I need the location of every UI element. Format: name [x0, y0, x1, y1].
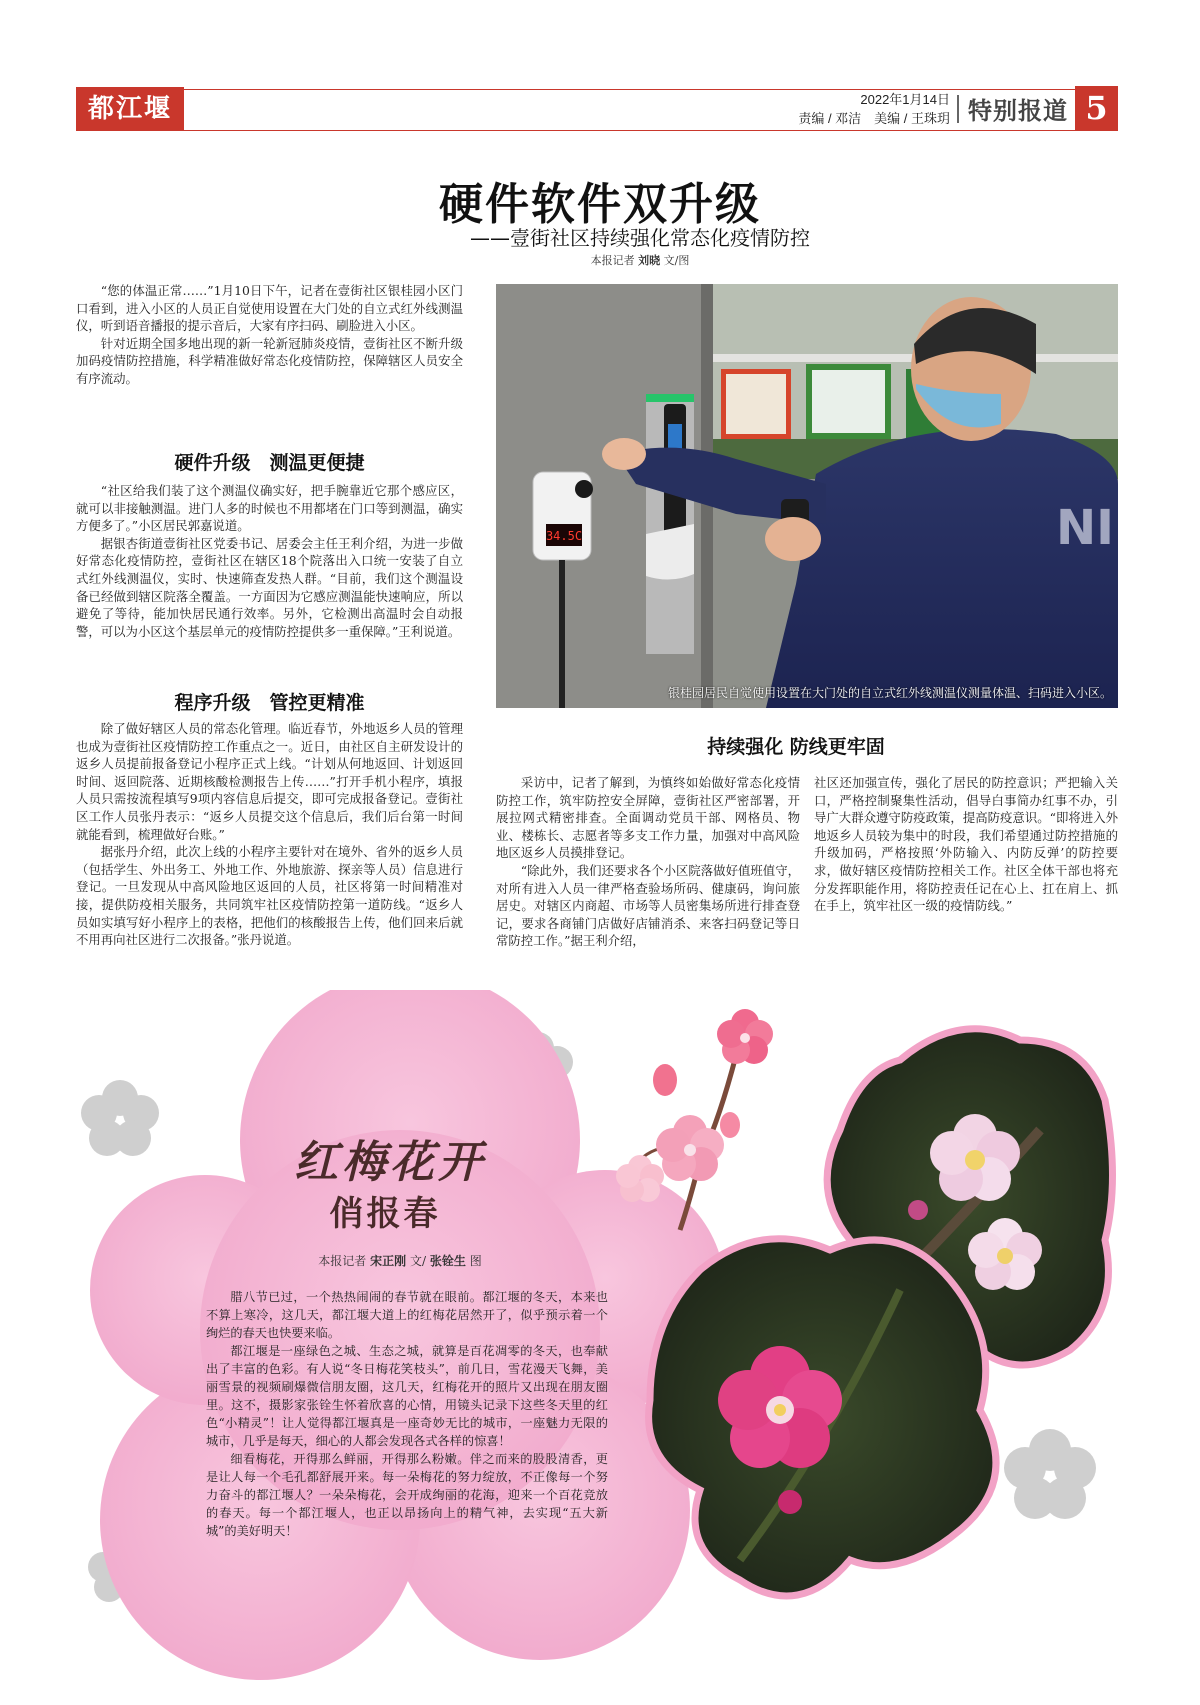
section-body-software — [76, 720, 463, 949]
feature-body — [206, 1288, 608, 1540]
section-body-hardware — [76, 482, 463, 640]
feature-byline-writer: 宋正刚 — [370, 1254, 407, 1268]
thermometer-reading: 34.5C — [545, 529, 583, 543]
issue-date: 2022年1月14日 — [860, 92, 950, 107]
feature-title-line2: 俏报春 — [329, 1194, 441, 1234]
page-number: 5 — [1075, 86, 1118, 130]
article-title: 硬件软件双升级 — [439, 179, 761, 230]
body-paragraph: 采访中，记者了解到，为慎终如始做好常态化疫情防控工作，筑牢防控安全屏障，壹街社区严密部署，开展拉网式精密排查。全面调动党员干部、网格员、物业、楼栋长、志愿者等多支工作力量，加强对中高风险地区返乡人员摸排登记。 — [496, 775, 800, 861]
section-heading-hardware: 硬件升级 测温更便捷 — [174, 452, 365, 474]
svg-text:NI: NI — [1056, 500, 1115, 556]
article-subtitle: ——壹街社区持续强化常态化疫情防控 — [470, 226, 810, 250]
feature-byline — [260, 1252, 540, 1269]
body-paragraph: 据张丹介绍，此次上线的小程序主要针对在境外、省外的返乡人员（包括学生、外出务工、外地工作、外地旅游、探亲等人员）信息进行登记。一旦发现从中高风险地区返回的人员，社区将第一时间精准对接，提供防疫相关服务，共同筑牢社区疫情防控第一道防线。“返乡人员如实填写好小程序上的表格，把他们的核酸报告上传，他们回来后就不用再向社区进行二次报备。”张丹说道。 — [76, 844, 463, 948]
section-body-reinforce-col1 — [496, 774, 800, 950]
plum-branch-illustration — [616, 1009, 773, 1230]
body-paragraph: 社区还加强宣传，强化了居民的防控意识；严把输入关口，严格控制聚集性活动，倡导白事简办红事不办，引导广大群众遵守防疫政策，提高防疫意识。“即将进入外地返乡人员较为集中的时段，我们希望通过防控措施的升级加码，严格按照‘外防输入、内防反弹’的防控要求，做好辖区疫情防控相关工作。社区全体干部也将充分发挥职能作用，将防控责任记在心上、扛在肩上、抓在手上，筑牢社区一级的疫情防线。” — [814, 775, 1118, 914]
byline-suffix: 文/图 — [663, 254, 690, 267]
article-byline — [0, 252, 1200, 268]
photo-caption: 银桂园居民自觉使用设置在大门处的自立式红外线测温仪测量体温、扫码进入小区。 — [667, 686, 1112, 700]
section-name: 特别报道 — [968, 98, 1068, 125]
feature-byline-prefix: 本报记者 — [318, 1254, 367, 1268]
feature-byline-suffix: 图 — [469, 1254, 482, 1268]
plum-photo-lower — [649, 1239, 996, 1596]
intro-paragraph: 针对近期全国多地出现的新一轮新冠肺炎疫情，壹街社区不断升级加码疫情防控措施，科学精准做好常态化疫情防控，保障辖区人员安全有序流动。 — [76, 335, 463, 386]
intro-paragraph: “您的体温正常……”1月10日下午，记者在壹街社区银桂园小区门口看到，进入小区的人员正自觉使用设置在大门处的自立式红外线测温仪，听到语音播报的提示音后，大家有序扫码、刷脸进入小区。 — [76, 283, 463, 334]
feature-paragraph: 腊八节已过，一个热热闹闹的春节就在眼前。都江堰的冬天，本来也不算上寒冷，这几天，都江堰大道上的红梅花居然开了，似乎预示着一个绚烂的春天也快要来临。 — [206, 1290, 608, 1340]
byline-author: 刘晓 — [638, 254, 661, 267]
section-heading-software: 程序升级 管控更精准 — [174, 692, 365, 714]
feature-byline-mid: 文/ — [409, 1254, 427, 1268]
feature-title-line1: 红梅花开 — [294, 1137, 486, 1188]
section-heading-reinforce: 持续强化 防线更牢固 — [707, 736, 885, 758]
body-paragraph: 据银杏街道壹街社区党委书记、居委会主任王利介绍，为进一步做好常态化疫情防控，壹街社区在辖区18个院落出入口统一安装了自立式红外线测温仪，实时、快速筛查发热人群。“目前，我们这个测温设备已经做到辖区院落全覆盖。一方面因为它感应测温能快速响应，所以避免了等待，能加快居民通行效率。另外，它检测出高温时会自动报警，可以为小区这个基层单元的疫情防控提供多一重保障。”王利说道。 — [76, 535, 463, 639]
feature-paragraph: 细看梅花，开得那么鲜丽，开得那么粉嫩。伴之而来的股股清香，更是让人每一个毛孔都舒展开来。每一朵梅花的努力绽放，不正像每一个努力奋斗的都江堰人？一朵朵梅花，会开成绚丽的花海，迎来一个百花竞放的春天。每一个都江堰人，也正以昂扬向上的精气神，去实现“五大新城”的美好明天！ — [206, 1452, 608, 1538]
article-photo — [496, 284, 1118, 708]
photo-illustration — [496, 284, 1118, 708]
body-paragraph: 除了做好辖区人员的常态化管理。临近春节，外地返乡人员的管理也成为壹街社区疫情防控工作重点之一。近日，由社区自主研发设计的返乡人员提前报备登记小程序正式上线。“计划从何地返回、计划返回时间、返回院落、近期核酸检测报告上传……”打开手机小程序，填报人员只需按流程填写9项内容信息后提交，即可完成报备登记。壹街社区工作人员张丹表示：“返乡人员提交这个信息后，我们后台第一时间就能看到，梳理做好台账。” — [76, 721, 463, 842]
body-paragraph: “除此外，我们还要求各个小区院落做好值班值守，对所有进入人员一律严格查验场所码、健康码，询问旅居史。对辖区内商超、市场等人员密集场所进行排查登记，要求各商铺门店做好店铺消杀、来客扫码登记等日常防控工作。”据王利介绍， — [496, 862, 800, 949]
masthead-bar — [76, 89, 1118, 131]
byline-prefix: 本报记者 — [590, 254, 635, 267]
feature-paragraph: 都江堰是一座绿色之城、生态之城，就算是百花凋零的冬天，也奉献出了丰富的色彩。有人说“冬日梅花笑枝头”，前几日，雪花漫天飞舞，美丽雪景的视频刷爆微信朋友圈，这几天，红梅花开的照片又出现在朋友圈里。这不，摄影家张铨生怀着欣喜的心情，用镜头记录下这些冬天里的红色“小精灵”！让人觉得都江堰真是一座奇妙无比的城市，一座魅力无限的城市，几乎是每天，细心的人都会发现各式各样的惊喜！ — [206, 1344, 608, 1448]
article-intro — [76, 282, 463, 388]
newspaper-logo: 都江堰报 — [76, 87, 184, 131]
masthead-separator — [957, 95, 959, 123]
section-body-reinforce-col2 — [814, 774, 1118, 915]
feature-byline-photographer: 张铨生 — [429, 1254, 466, 1268]
editors-line: 责编 / 邓洁 美编 / 王珠玥 — [798, 111, 950, 126]
body-paragraph: “社区给我们装了这个测温仪确实好，把手腕靠近它那个感应区，就可以非接触测温。进门人多的时候也不用都堵在门口等到测温，确实方便多了。”小区居民郭嘉说道。 — [76, 483, 463, 534]
